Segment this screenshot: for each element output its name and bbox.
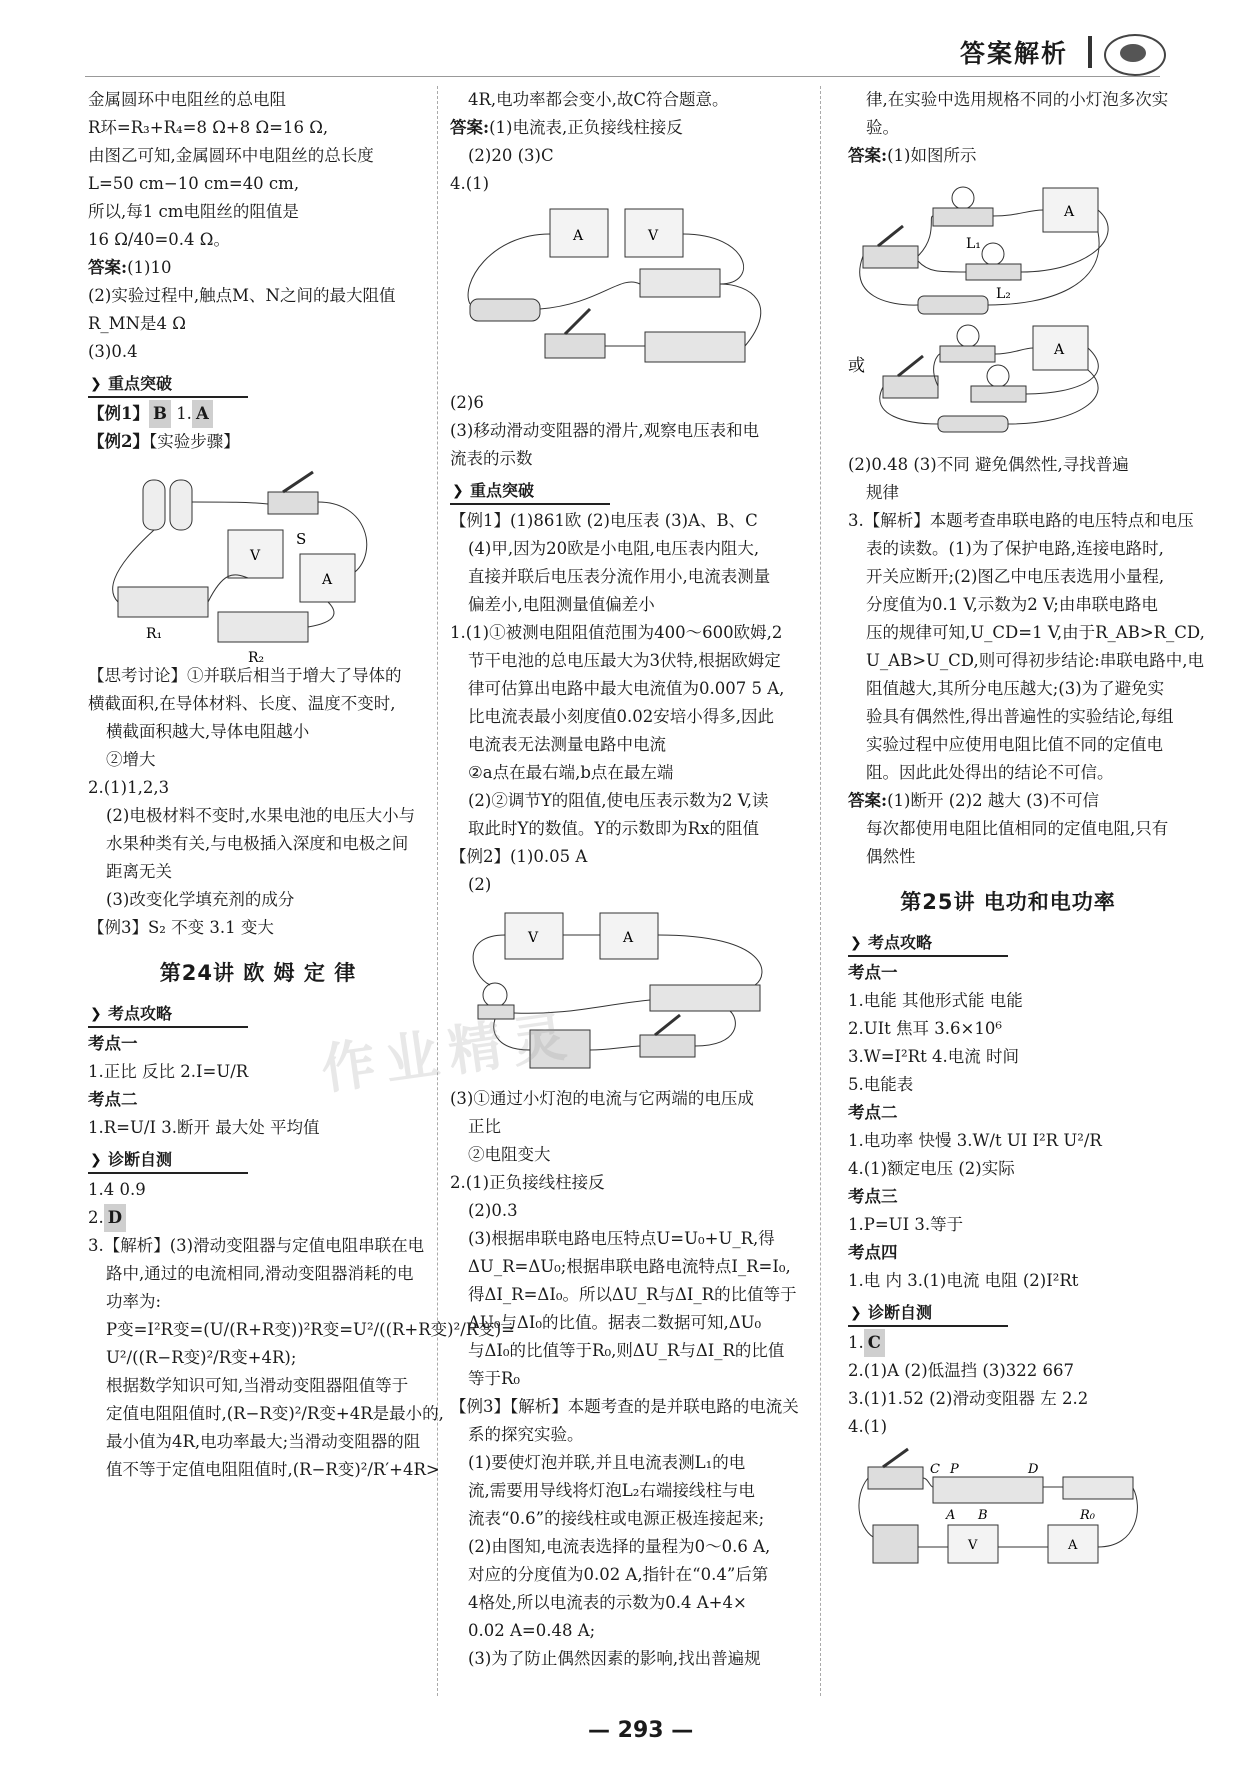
text-line: 3.【解析】(3)滑动变阻器与定值电阻串联在电 xyxy=(88,1236,425,1255)
text-line: (2)0.48 (3)不同 避免偶然性,寻找普遍 xyxy=(848,455,1129,474)
answer-label: 答案: xyxy=(848,791,888,810)
text-line: 3.(1)1.52 (2)滑动变阻器 左 2.2 xyxy=(848,1389,1089,1408)
text-line: 4.(1) xyxy=(450,174,490,193)
resistor-label: R₂ xyxy=(248,650,265,666)
section-heading: ❯ 诊断自测 xyxy=(848,1301,938,1325)
terminal-label: B xyxy=(978,1508,988,1523)
text-line: 每次都使用电阻比值相同的定值电阻,只有 xyxy=(866,819,1169,838)
text-line: 最小值为4R,电功率最大;当滑动变阻器的阻 xyxy=(106,1432,421,1451)
text-line: 2.(1)正负接线柱接反 xyxy=(450,1173,605,1192)
text-line: (3)移动滑动变阻器的滑片,观察电压表和电 xyxy=(450,421,760,440)
text-line: 金属圆环中电阻丝的总电阻 xyxy=(88,90,286,109)
header-divider xyxy=(1088,36,1092,68)
circuit-diagram-voltmeter-ammeter xyxy=(450,204,780,379)
resistor-icon xyxy=(218,612,308,642)
rheostat-icon xyxy=(933,1477,1043,1503)
section-heading: ❯ 考点攻略 xyxy=(848,931,938,955)
lamp-label: L₁ xyxy=(966,236,981,252)
text-line: 2.(1)1,2,3 xyxy=(88,778,170,797)
text-line: 2.(1)A (2)低温挡 (3)322 667 xyxy=(848,1361,1074,1380)
example-2 xyxy=(88,428,428,456)
svg-text:V: V xyxy=(528,930,539,946)
point-title: 考点三 xyxy=(848,1187,898,1206)
switch-icon xyxy=(268,492,318,514)
text-line: 阻值越大,其所分电压越大;(3)为了避免实 xyxy=(866,679,1165,698)
svg-text:V: V xyxy=(968,1538,978,1553)
formula-line: U²/((R−R变)²/R变+4R); xyxy=(106,1348,297,1367)
text-line: (3)为了防止偶然因素的影响,找出普遍规 xyxy=(468,1649,761,1668)
rheostat-icon xyxy=(650,985,760,1011)
text-line: 等于R₀ xyxy=(468,1369,521,1388)
point-title: 考点一 xyxy=(88,1034,138,1053)
text-line: (2)电极材料不变时,水果电池的电压大小与 xyxy=(106,806,416,825)
answer-option: B xyxy=(149,400,171,428)
point-title: 考点二 xyxy=(88,1090,138,1109)
answer-text: (1)电流表,正负接线柱接反 xyxy=(489,118,683,137)
text-line: (2)6 xyxy=(450,393,484,412)
lamp-icon xyxy=(952,187,974,209)
or-label: 或 xyxy=(848,356,865,376)
lamp-icon xyxy=(987,365,1009,387)
battery-icon xyxy=(918,296,988,314)
svg-text:A: A xyxy=(1054,342,1065,358)
text-line: R_MN是4 Ω xyxy=(88,314,186,333)
watermark: 作业精灵 xyxy=(317,1003,580,1102)
svg-text:A: A xyxy=(573,228,584,244)
text-line: 1.(1)①被测电阻阻值范围为400～600欧姆,2 xyxy=(450,623,783,642)
text-line: 验。 xyxy=(866,118,899,137)
text-line: 偏差小,电阻测量值偏差小 xyxy=(468,595,655,614)
text-line: 偶然性 xyxy=(866,847,916,866)
text-line: 系的探究实验。 xyxy=(468,1425,584,1444)
text-line: 阻。因此此处得出的结论不可信。 xyxy=(866,763,1114,782)
text-line: (3)①通过小灯泡的电流与它两端的电压成 xyxy=(450,1089,754,1108)
example-text: 【实验步骤】 xyxy=(148,432,240,451)
text-line: (3)0.4 xyxy=(88,342,138,361)
text-line: (3)根据串联电路电压特点U=U₀+U_R,得 xyxy=(468,1229,775,1248)
text-line: ΔU₀与ΔI₀的比值。据表二数据可知,ΔU₀ xyxy=(468,1313,762,1332)
battery-icon xyxy=(170,480,192,530)
text-line: 距离无关 xyxy=(106,862,172,881)
text-line: 横截面积,在导体材料、长度、温度不变时, xyxy=(88,694,396,713)
text-line: 4.(1)额定电压 (2)实际 xyxy=(848,1159,1015,1178)
rheostat-icon xyxy=(645,332,745,362)
resistor-icon xyxy=(1063,1477,1133,1499)
question-number: 1. xyxy=(176,404,192,423)
text-line: R环=R₃+R₄=8 Ω+8 Ω=16 Ω, xyxy=(88,118,329,137)
text-line: (3)改变化学填充剂的成分 xyxy=(106,890,295,909)
svg-text:A: A xyxy=(322,572,333,588)
resistor-icon xyxy=(640,269,720,297)
answer-text: (1)10 xyxy=(127,258,172,277)
resistor-icon xyxy=(118,587,208,617)
text-line: 路中,通过的电流相同,滑动变阻器消耗的电 xyxy=(106,1264,414,1283)
text-line: 1.电功率 快慢 3.W/t UI I²R U²/R xyxy=(848,1131,1102,1150)
slider-label: P xyxy=(950,1462,959,1477)
text-line: 根据数学知识可知,当滑动变阻器阻值等于 xyxy=(106,1376,409,1395)
lecture-title: 第24讲 欧 姆 定 律 xyxy=(159,961,357,985)
text-line: 直接并联后电压表分流作用小,电流表测量 xyxy=(468,567,771,586)
text-line: 实验过程中应使用电阻比值不同的定值电 xyxy=(866,735,1163,754)
column-2 xyxy=(450,86,802,1673)
answer-text: (1)如图所示 xyxy=(887,146,977,165)
text-line: 由图乙可知,金属圆环中电阻丝的总长度 xyxy=(88,146,374,165)
lamp-label: L₂ xyxy=(996,286,1011,302)
page-header xyxy=(0,0,1250,84)
svg-text:A: A xyxy=(1064,204,1075,220)
resistor-label: R₁ xyxy=(146,626,163,642)
column-divider xyxy=(437,86,438,1696)
text-line: 0.02 A=0.48 A; xyxy=(468,1621,596,1640)
point-title: 考点二 xyxy=(848,1103,898,1122)
text-line: 正比 xyxy=(468,1117,501,1136)
answer-line xyxy=(450,114,802,142)
header-rule xyxy=(85,76,1160,77)
text-line: 【例3】【解析】本题考查的是并联电路的电流关 xyxy=(450,1397,799,1416)
answer-line xyxy=(848,142,1168,170)
battery-icon xyxy=(470,299,540,321)
text-line: 与ΔI₀的比值等于R₀,则ΔU_R与ΔI_R的比值 xyxy=(468,1341,785,1360)
text-line: 流表的示数 xyxy=(450,449,533,468)
text-line: L=50 cm−10 cm=40 cm, xyxy=(88,174,300,193)
text-line: ②a点在最右端,b点在最左端 xyxy=(468,763,674,782)
example-label: 【例1】 xyxy=(88,404,149,423)
section-heading: ❯ 重点突破 xyxy=(88,372,178,396)
header-title: 答案解析 xyxy=(960,39,1069,68)
text-line: 开关应断开;(2)图乙中电压表选用小量程, xyxy=(866,567,1165,586)
text-line: 流,需要用导线将灯泡L₂右端接线柱与电 xyxy=(468,1481,755,1500)
question-number: 1. xyxy=(848,1333,864,1352)
question-number: 2. xyxy=(88,1208,104,1227)
text-line: 定值电阻阻值时,(R−R变)²/R变+4R是最小的, xyxy=(106,1404,444,1423)
point-title: 考点四 xyxy=(848,1243,898,1262)
terminal-label: C xyxy=(930,1462,940,1477)
answer-option: D xyxy=(104,1204,126,1232)
text-line: ΔU_R=ΔU₀;根据串联电路电流特点I_R=I₀, xyxy=(468,1257,791,1276)
text-line: 1.R=U/I 3.断开 最大处 平均值 xyxy=(88,1118,320,1137)
text-line: 流表“0.6”的接线柱或电源正极连接起来; xyxy=(468,1509,765,1528)
text-line: 压的规律可知,U_CD=1 V,由于R_AB>R_CD, xyxy=(866,623,1205,642)
text-line: 表的读数。(1)为了保护电路,连接电路时, xyxy=(866,539,1164,558)
text-line: (2)实验过程中,触点M、N之间的最大阻值 xyxy=(88,286,396,305)
text-line: 4R,电功率都会变小,故C符合题意。 xyxy=(468,90,729,109)
resistor-label: R₀ xyxy=(1080,1508,1095,1523)
text-line: 值不等于定值电阻阻值时,(R−R变)²/R′+4R> xyxy=(106,1460,440,1479)
answer-text: (1)断开 (2)2 越大 (3)不可信 xyxy=(887,791,1099,810)
text-line: ②增大 xyxy=(106,750,156,769)
text-line: 横截面积越大,导体电阻越小 xyxy=(106,722,310,741)
text-line: 对应的分度值为0.02 A,指针在“0.4”后第 xyxy=(468,1565,769,1584)
text-line: 5.电能表 xyxy=(848,1075,914,1094)
text-line: 得ΔI_R=ΔI₀。所以ΔU_R与ΔI_R的比值等于 xyxy=(468,1285,797,1304)
text-line: 【例2】(1)0.05 A xyxy=(450,847,588,866)
switch-icon xyxy=(883,376,938,398)
answer-label: 答案: xyxy=(450,118,490,137)
lamp-icon xyxy=(982,243,1004,265)
lamp-icon xyxy=(957,325,979,347)
circuit-diagram-parallel xyxy=(88,462,388,666)
text-line: 所以,每1 cm电阻丝的阻值是 xyxy=(88,202,299,221)
text-line: 节干电池的总电压最大为3伏特,根据欧姆定 xyxy=(468,651,781,670)
text-line: 1.电能 其他形式能 电能 xyxy=(848,991,1023,1010)
answer-option: A xyxy=(192,400,213,428)
switch-icon xyxy=(545,334,605,358)
text-line: (2)0.3 xyxy=(468,1201,518,1220)
switch-label: S xyxy=(296,530,307,548)
battery-icon xyxy=(938,416,1008,432)
text-line: (4)甲,因为20欧是小电阻,电压表内阻大, xyxy=(468,539,760,558)
text-line: 比电流表最小刻度值0.02安培小得多,因此 xyxy=(468,707,774,726)
text-line: 1.正比 反比 2.I=U/R xyxy=(88,1062,249,1081)
page-number: — 293 — xyxy=(588,1718,694,1743)
diagnostic-1 xyxy=(848,1329,1168,1357)
circuit-diagram-two-lamps xyxy=(848,176,1148,441)
text-line: 2.UIt 焦耳 3.6×10⁶ xyxy=(848,1019,1002,1038)
text-line: 律可估算出电路中最大电流值为0.007 5 A, xyxy=(468,679,785,698)
formula-line: P变=I²R变=(U/(R+R变))²R变=U²/((R+R变)²/R变)= xyxy=(106,1320,515,1339)
text-line: (1)要使灯泡并联,并且电流表测L₁的电 xyxy=(468,1453,746,1472)
column-divider xyxy=(820,86,821,1696)
svg-text:A: A xyxy=(623,930,634,946)
column-3 xyxy=(848,86,1205,1577)
text-line: 3.W=I²Rt 4.电流 时间 xyxy=(848,1047,1019,1066)
text-line: 规律 xyxy=(866,483,899,502)
diagnostic-2 xyxy=(88,1204,428,1232)
text-line: 电流表无法测量电路中电流 xyxy=(468,735,666,754)
text-line: U_AB>U_CD,则可得初步结论:串联电路中,电 xyxy=(866,651,1204,670)
text-line: 功率为: xyxy=(106,1292,162,1311)
circuit-diagram-rheostat-r0 xyxy=(848,1447,1148,1567)
text-line: 分度值为0.1 V,示数为2 V;由串联电路电 xyxy=(866,595,1158,614)
text-line: (2)由图知,电流表选择的量程为0～0.6 A, xyxy=(468,1537,771,1556)
lecture-title: 第25讲 电功和电功率 xyxy=(900,890,1116,914)
svg-text:V: V xyxy=(648,228,659,244)
section-heading: ❯ 重点突破 xyxy=(450,479,540,503)
text-line: 1.P=UI 3.等于 xyxy=(848,1215,964,1234)
text-line: 验具有偶然性,得出普遍性的实验结论,每组 xyxy=(866,707,1174,726)
text-line: 4格处,所以电流表的示数为0.4 A+4× xyxy=(468,1593,747,1612)
svg-text:A: A xyxy=(1068,1538,1078,1553)
text-line: (2)②调节Y的阻值,使电压表示数为2 V,读 xyxy=(468,791,769,810)
text-line: 取此时Y的数值。Y的示数即为Rx的阻值 xyxy=(468,819,760,838)
text-line: 4.(1) xyxy=(848,1417,888,1436)
text-line: ②电阻变大 xyxy=(468,1145,551,1164)
text-line: 【例1】(1)861欧 (2)电压表 (3)A、B、C xyxy=(450,511,758,530)
example-label: 【例2】 xyxy=(88,432,149,451)
text-line: 3.【解析】本题考查串联电路的电压特点和电压 xyxy=(848,511,1194,530)
text-line: 1.电 内 3.(1)电流 电阻 (2)I²Rt xyxy=(848,1271,1079,1290)
text-line: 【思考讨论】①并联后相当于增大了导体的 xyxy=(88,666,402,685)
terminal-label: D xyxy=(1028,1462,1039,1477)
text-line: (2)20 (3)C xyxy=(468,146,554,165)
battery-pack-icon xyxy=(873,1525,918,1563)
switch-icon xyxy=(868,1467,923,1489)
switch-icon xyxy=(640,1035,695,1057)
section-heading: ❯ 考点攻略 xyxy=(88,1002,178,1026)
answer-label: 答案: xyxy=(848,146,888,165)
battery-icon xyxy=(143,480,165,530)
switch-icon xyxy=(863,246,918,268)
text-line: (2) xyxy=(468,875,492,894)
example-1 xyxy=(88,400,428,428)
text-line: 1.4 0.9 xyxy=(88,1180,146,1199)
text-line: 律,在实验中选用规格不同的小灯泡多次实 xyxy=(866,90,1169,109)
terminal-label: A xyxy=(946,1508,956,1523)
text-line: 水果种类有关,与电极插入深度和电极之间 xyxy=(106,834,409,853)
answer-label: 答案: xyxy=(88,258,128,277)
svg-text:V: V xyxy=(250,548,261,564)
answer-line xyxy=(848,787,1168,815)
point-title: 考点一 xyxy=(848,963,898,982)
section-heading: ❯ 诊断自测 xyxy=(88,1148,178,1172)
example-3: 【例3】S₂ 不变 3.1 变大 xyxy=(88,918,274,937)
answer-option: C xyxy=(864,1329,885,1357)
publisher-logo-icon xyxy=(1104,34,1166,76)
answer-line xyxy=(88,254,428,282)
text-line: 16 Ω/40=0.4 Ω。 xyxy=(88,230,230,249)
